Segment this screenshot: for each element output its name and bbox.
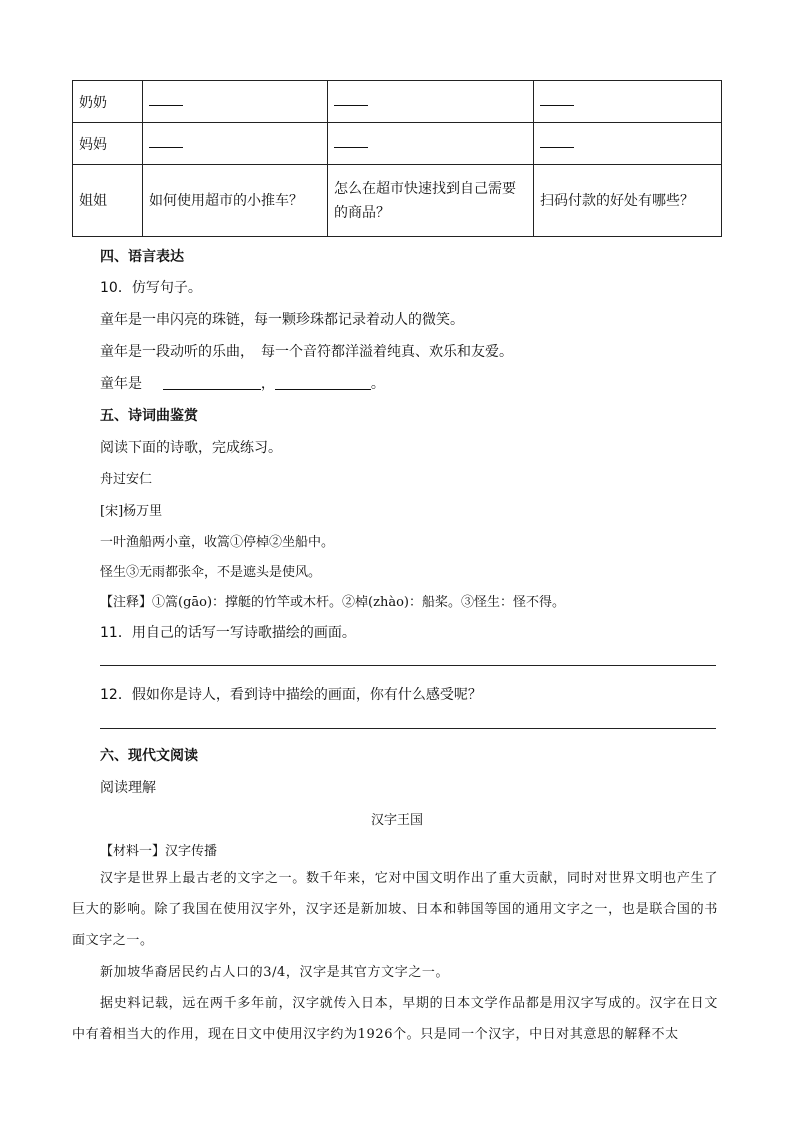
answer-line[interactable]: [100, 665, 716, 666]
person-cell: 奶奶: [73, 81, 143, 123]
person-cell: 姐姐: [73, 165, 143, 237]
question-cell: 扫码付款的好处有哪些？: [534, 165, 722, 237]
section-title-language: 四、语言表达: [100, 249, 184, 265]
fill-blank-2[interactable]: [275, 375, 371, 390]
blank-cell[interactable]: [143, 81, 328, 123]
fill-comma: ，: [260, 376, 275, 392]
article-paragraph-1: 汉字是世界上最古老的文字之一。数千年来，它对中国文明作出了重大贡献，同时对世界文明也产生了巨大的影响。除了我国在使用汉字外，汉字还是新加坡、日本和韩国等国的通用文字之一，也是联合国的书面文字之一。: [72, 871, 718, 948]
poem-author: [宋]杨万里: [100, 504, 163, 519]
answer-blank[interactable]: [334, 135, 368, 148]
blank-cell[interactable]: [534, 123, 722, 165]
poem-notes: 【注释】①篙(gāo)：撑艇的竹竿或木杆。②棹(zhào)：船桨。③怪生：怪不得。: [100, 595, 565, 610]
table-row: [73, 81, 722, 123]
answer-blank[interactable]: [149, 93, 183, 106]
blank-cell[interactable]: [534, 81, 722, 123]
fill-end: 。: [370, 376, 385, 392]
article-title: 汉字王国: [370, 813, 423, 828]
article-paragraph-3: 据史料记载，远在两千多年前，汉字就传入日本，早期的日本文学作品都是用汉字写成的。汉字在日文中有着相当大的作用，现在日文中使用汉字约为1926个。只是同一个汉字，中日对其意思的解释不太: [72, 996, 718, 1042]
fill-sentence: [100, 373, 385, 393]
question-12: 12．假如你是诗人，看到诗中描绘的画面，你有什么感受呢？: [100, 687, 482, 703]
blank-cell[interactable]: [328, 123, 534, 165]
fill-prefix: 童年是: [100, 376, 142, 392]
question-11: 11．用自己的话写一写诗歌描绘的画面。: [100, 625, 356, 641]
material-heading: 【材料一】汉字传播: [100, 844, 218, 859]
section-title-reading: 六、现代文阅读: [100, 748, 198, 764]
reading-subtitle: 阅读理解: [100, 780, 156, 796]
answer-line[interactable]: [100, 728, 716, 729]
blank-cell[interactable]: [328, 81, 534, 123]
poem-line-1: 一叶渔船两小童，收篙①停棹②坐船中。: [100, 535, 335, 550]
article-paragraph-2: 新加坡华裔居民约占人口的3/4，汉字是其官方文字之一。: [100, 965, 450, 980]
answer-blank[interactable]: [149, 135, 183, 148]
table-row: [73, 165, 722, 237]
section-title-poetry: 五、诗词曲鉴赏: [100, 408, 198, 424]
person-cell: 妈妈: [73, 123, 143, 165]
answer-blank[interactable]: [334, 93, 368, 106]
answer-blank[interactable]: [540, 135, 574, 148]
question-10: 10．仿写句子。: [100, 280, 202, 296]
answer-blank[interactable]: [540, 93, 574, 106]
example-sentence-2: 童年是一段动听的乐曲， 每一个音符都洋溢着纯真、欢乐和友爱。: [100, 344, 513, 360]
example-sentence-1: 童年是一串闪亮的珠链，每一颗珍珠都记录着动人的微笑。: [100, 312, 464, 328]
question-cell: 如何使用超市的小推车？: [143, 165, 328, 237]
poem-title: 舟过安仁: [100, 472, 153, 487]
question-cell: 怎么在超市快速找到自己需要的商品？: [328, 165, 534, 237]
blank-cell[interactable]: [143, 123, 328, 165]
survey-table: [72, 80, 722, 237]
poetry-instruction: 阅读下面的诗歌，完成练习。: [100, 440, 282, 456]
table-row: [73, 123, 722, 165]
poem-line-2: 怪生③无雨都张伞，不是遮头是使风。: [100, 565, 322, 580]
fill-blank-1[interactable]: [163, 375, 261, 390]
